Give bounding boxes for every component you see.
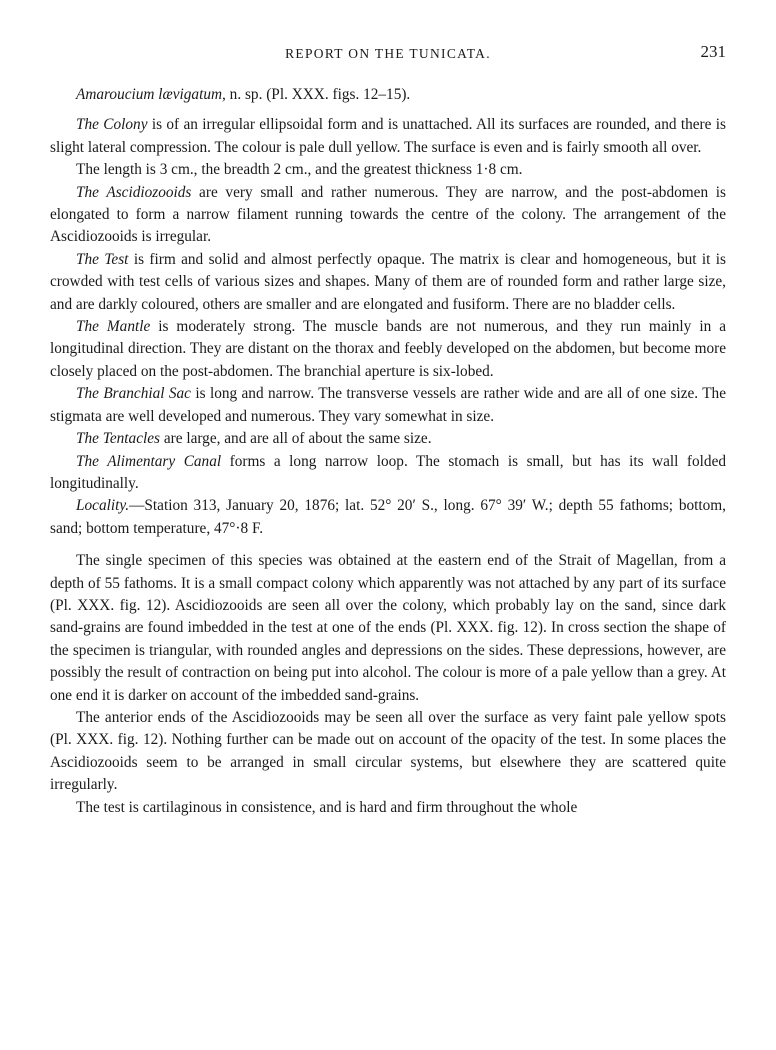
section-heading: The Ascidiozooids	[76, 183, 192, 201]
section-heading: The Branchial Sac	[76, 385, 191, 403]
species-heading	[50, 84, 726, 106]
section-locality	[50, 495, 726, 540]
species-name: Amaroucium lævigatum,	[76, 86, 226, 103]
discussion-paragraph: The single specimen of this species was obtained at the eastern end of the Strait of Magellan, from a depth of 55 fathoms. It is a small compact colony which apparently was not attached by any part of its surface (Pl. XXX. fig. 12). Ascidiozooids are seen all over the colony, which probably lay on the sand, since dark sand-grains are found imbedded in the test at one of the ends (Pl. XXX. fig. 12). In cross section the shape of the specimen is triangular, with rounded angles and depressions on the sides. These depressions, however, are possibly the result of contraction on being put into alcohol. The colour is more of a pale yellow than a grey. At one end it is darker on account of the imbedded sand-grains.	[50, 552, 726, 704]
section-colony	[50, 114, 726, 159]
section-text: —Station 313, January 20, 1876; lat. 52° 20′ S., long. 67° 39′ W.; depth 55 fathoms; bottom, sand; bottom temperature, 47°·8 F.	[50, 497, 726, 537]
running-title: REPORT ON THE TUNICATA.	[285, 46, 491, 61]
section-mantle	[50, 316, 726, 383]
page-body	[50, 84, 726, 819]
section-heading: The Test	[76, 250, 129, 268]
section-text: is of an irregular ellipsoidal form and is unattached. All its surfaces are rounded, and there is slight lateral compression. The colour is pale dull yellow. The surface is even and is fairly smooth all over.	[50, 116, 726, 156]
page-header	[50, 42, 726, 70]
discussion-paragraph: The test is cartilaginous in consistence, and is hard and firm throughout the whole	[76, 798, 578, 816]
section-tentacles	[50, 428, 726, 450]
section-text: forms a long narrow loop. The stomach is small, but has its wall folded longitudinally.	[50, 452, 727, 492]
section-dimensions	[50, 159, 726, 181]
section-heading: Locality.	[76, 497, 130, 515]
section-alimentary-canal	[50, 451, 726, 496]
section-text: The length is 3 cm., the breadth 2 cm., and the greatest thickness 1·8 cm.	[76, 161, 523, 179]
section-text: is long and narrow. The transverse vessels are rather wide and are all of one size. The stigmata are well developed and numerous. They vary somewhat in size.	[50, 385, 726, 425]
section-heading: The Mantle	[76, 318, 151, 336]
section-text: is moderately strong. The muscle bands are not numerous, and they run mainly in a longitudinal direction. They are distant on the thorax and feebly developed on the abdomen, but become more closely placed on the post-abdomen. The branchial aperture is six-lobed.	[50, 318, 726, 380]
section-ascidiozooids	[50, 182, 726, 249]
section-heading: The Alimentary Canal	[76, 452, 222, 470]
section-text: is firm and solid and almost perfectly opaque. The matrix is clear and homogeneous, but it is crowded with test cells of various sizes and shapes. Many of them are of rounded form and rather large size, and are darkly coloured, others are smaller and are elongated and fusiform. There are no bladder cells.	[50, 250, 727, 313]
section-text: are very small and rather numerous. They are narrow, and the post-abdomen is elongated to form a narrow filament running towards the centre of the colony. The arrangement of the Ascidiozooids is irregular.	[50, 183, 726, 246]
discussion-paragraph: The anterior ends of the Ascidiozooids may be seen all over the surface as very faint pale yellow spots (Pl. XXX. fig. 12). Nothing further can be made out on account of the opacity of the test. In some places the Ascidiozooids seem to be arranged in small circular systems, but elsewhere they are scattered quite irregularly.	[50, 708, 726, 794]
section-heading: The Colony	[76, 116, 148, 134]
section-text: are large, and are all of about the same size.	[160, 430, 432, 448]
section-heading: The Tentacles	[76, 430, 160, 448]
section-branchial-sac	[50, 383, 726, 428]
species-plate-reference: n. sp. (Pl. XXX. figs. 12–15).	[225, 86, 411, 103]
section-test	[50, 249, 726, 316]
page-number: 231	[700, 42, 726, 61]
